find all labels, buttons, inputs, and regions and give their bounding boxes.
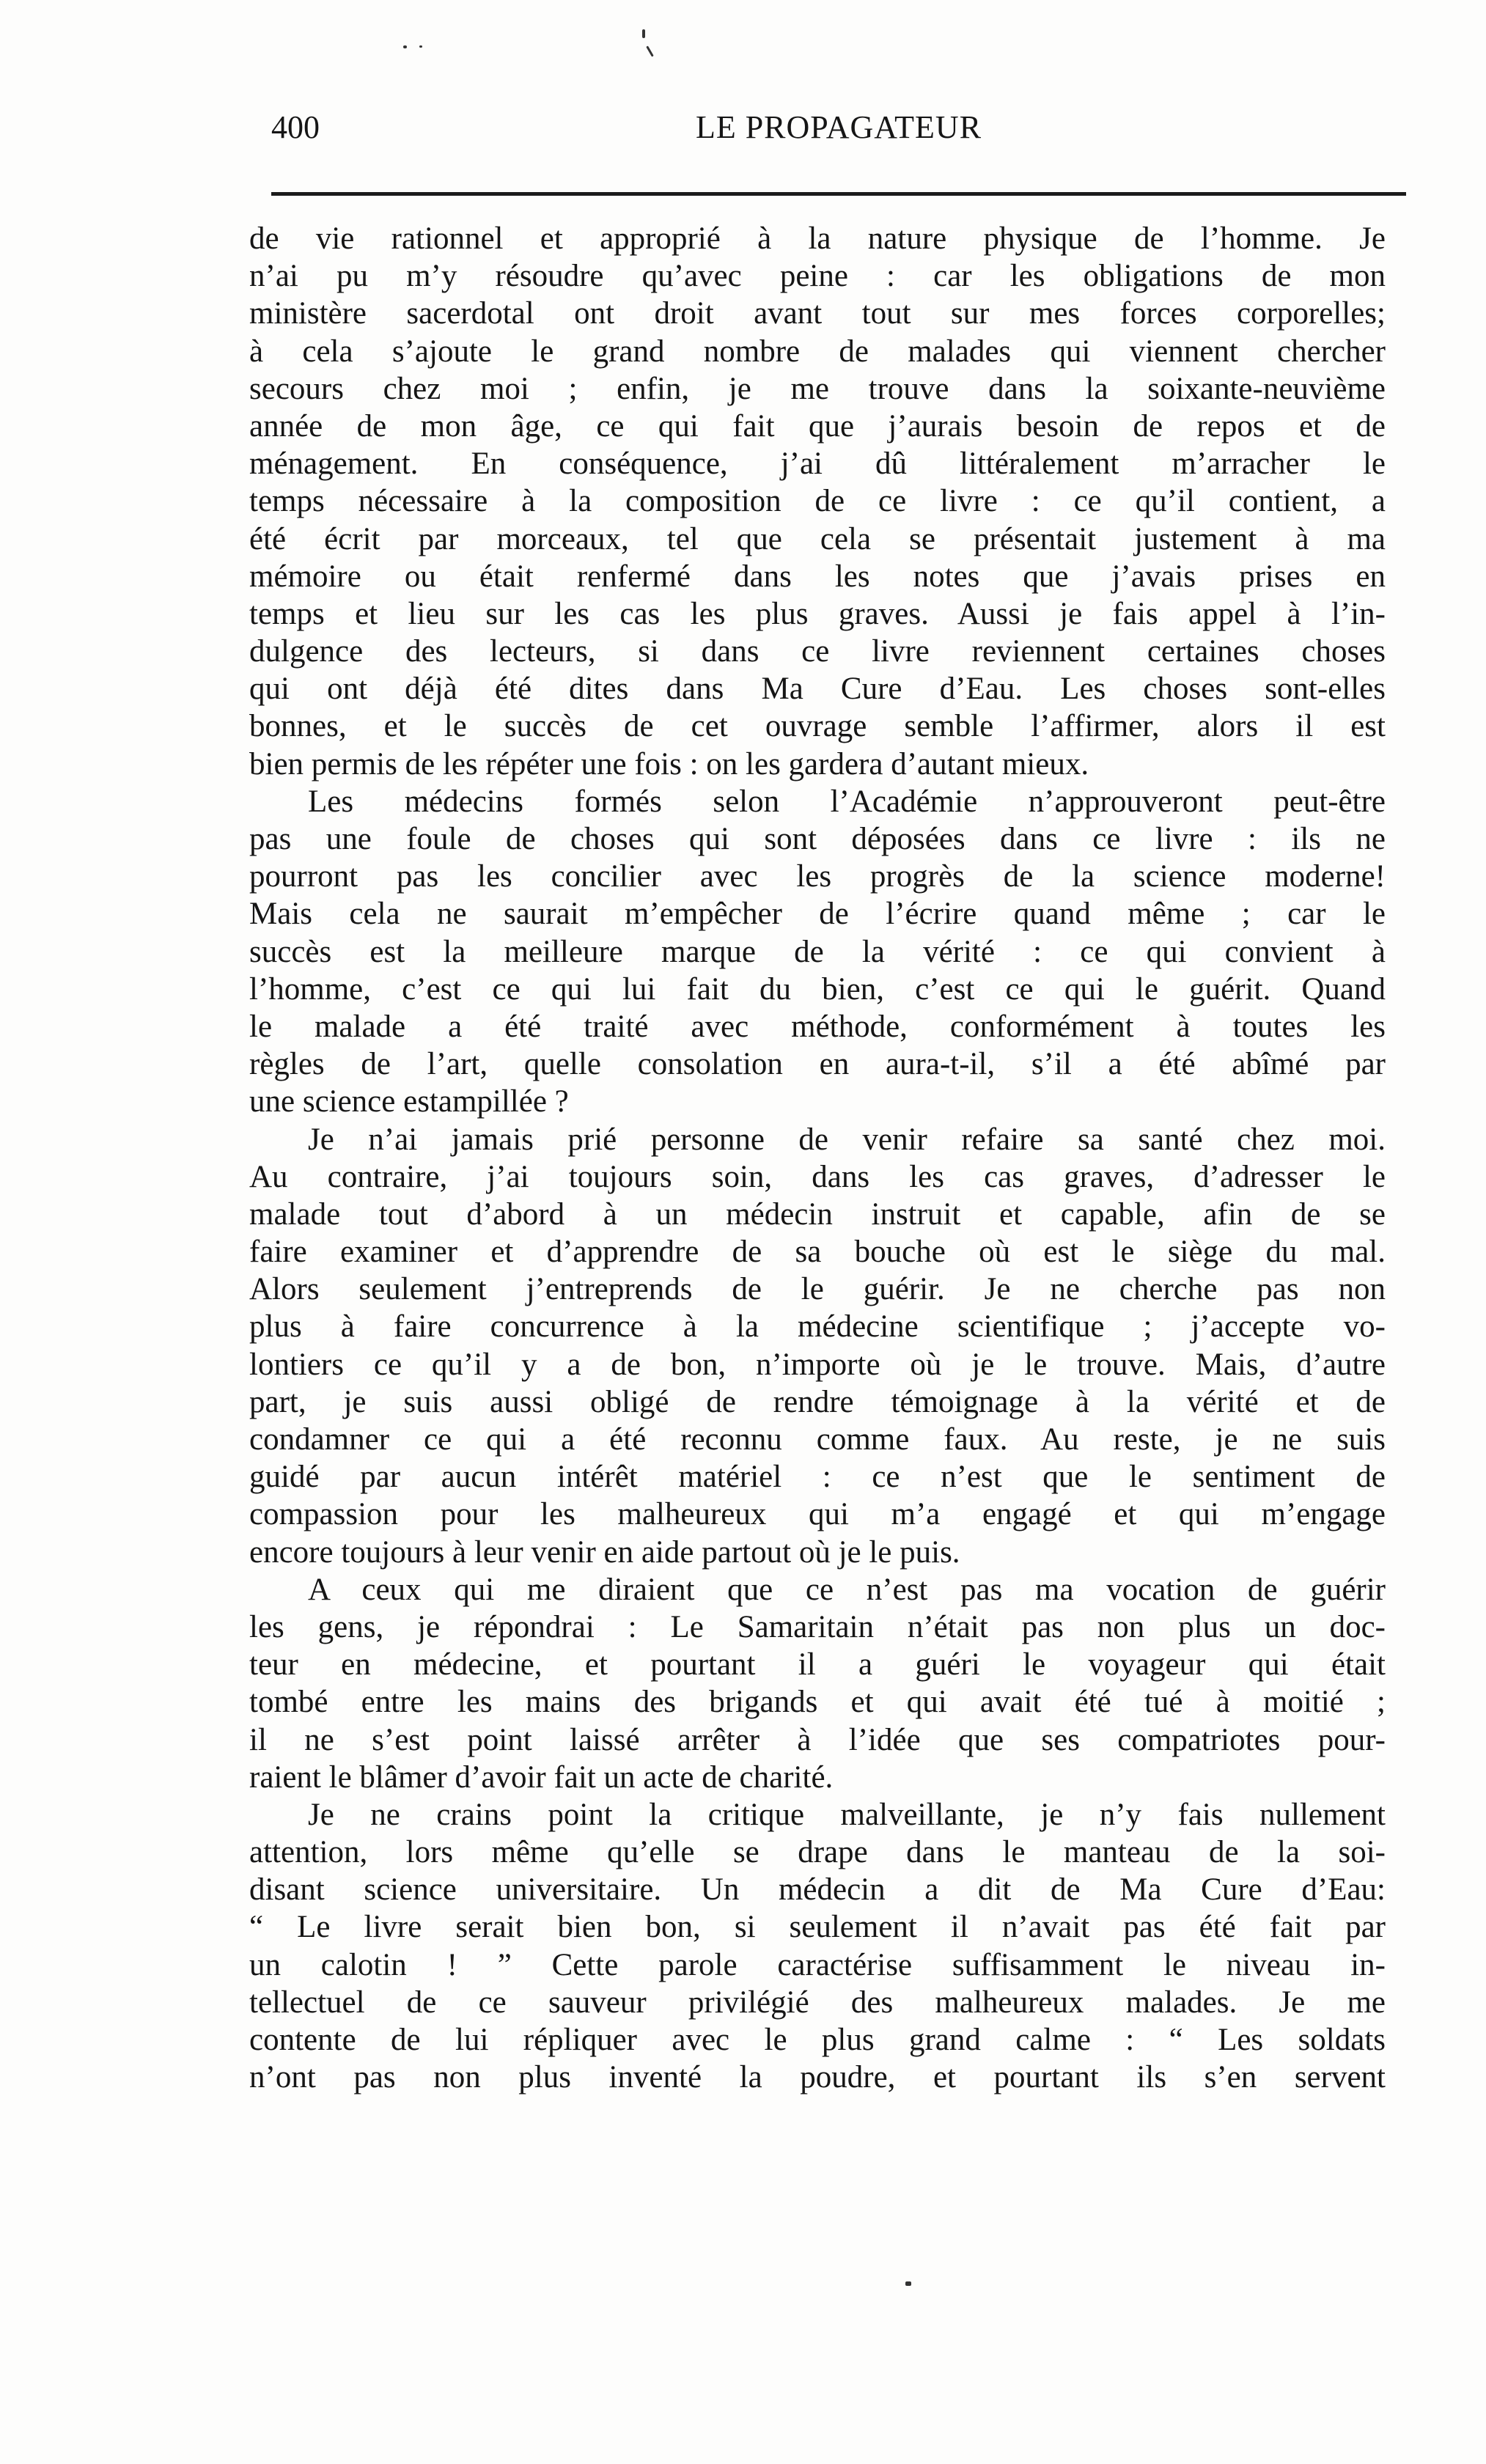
text-line: malade tout d’abord à un médecin instruit et capable, afin de se	[249, 1196, 1386, 1232]
text-line: teur en médecine, et pourtant il a guéri le voyageur qui était	[249, 1647, 1386, 1682]
text-line: compassion pour les malheureux qui m’a engagé et qui m’engage	[249, 1497, 1386, 1532]
body-text	[249, 220, 1386, 2096]
text-line: dulgence des lecteurs, si dans ce livre reviennent certaines choses	[249, 634, 1386, 669]
ink-speck	[419, 45, 422, 48]
text-line: guidé par aucun intérêt matériel : ce n’est que le sentiment de	[249, 1460, 1386, 1495]
text-line: contente de lui répliquer avec le plus grand calme : “ Les soldats	[249, 2023, 1386, 2057]
text-line: raient le blâmer d’avoir fait un acte de charité.	[249, 1759, 834, 1795]
ink-speck	[403, 45, 407, 48]
text-line: Les médecins formés selon l’Académie n’approuveront peut-être	[308, 784, 1386, 819]
text-line: pas une foule de choses qui sont déposées dans ce livre : ils ne	[249, 822, 1386, 856]
text-line: A ceux qui me diraient que ce n’est pas ma vocation de guérir	[308, 1572, 1386, 1607]
text-line: Je ne crains point la critique malveillante, je n’y fais nullement	[308, 1797, 1386, 1832]
text-line: le malade a été traité avec méthode, conformément à toutes les	[249, 1009, 1386, 1044]
ink-speck	[905, 2281, 911, 2286]
text-line: ministère sacerdotal ont droit avant tout sur mes forces corporelles;	[249, 296, 1386, 331]
text-line: part, je suis aussi obligé de rendre témoignage à la vérité et de	[249, 1384, 1386, 1419]
text-line: année de mon âge, ce qui fait que j’aurais besoin de repos et de	[249, 408, 1386, 444]
text-line: Alors seulement j’entreprends de le guérir. Je ne cherche pas non	[249, 1272, 1386, 1307]
text-line: Je n’ai jamais prié personne de venir refaire sa santé chez moi.	[308, 1122, 1386, 1157]
text-line: plus à faire concurrence à la médecine scientifique ; j’accepte vo-	[249, 1309, 1386, 1345]
text-line: condamner ce qui a été reconnu comme faux. Au reste, je ne suis	[249, 1422, 1386, 1457]
text-line: un calotin ! ” Cette parole caractérise suffisamment le niveau in-	[249, 1947, 1386, 1982]
running-title: LE PROPAGATEUR	[695, 109, 982, 145]
text-line: Au contraire, j’ai toujours soin, dans les cas graves, d’adresser le	[249, 1159, 1386, 1194]
text-line: été écrit par morceaux, tel que cela se présentait justement à ma	[249, 521, 1386, 556]
text-line: attention, lors même qu’elle se drape dans le manteau de la soi-	[249, 1835, 1386, 1870]
text-line: secours chez moi ; enfin, je me trouve dans la soixante-neuvième	[249, 371, 1386, 406]
text-line: temps nécessaire à la composition de ce livre : ce qu’il contient, a	[249, 484, 1386, 519]
header-rule	[271, 192, 1406, 196]
ink-speck	[646, 45, 654, 56]
text-line: succès est la meilleure marque de la vérité : ce qui convient à	[249, 934, 1386, 969]
text-line: mémoire ou était renfermé dans les notes que j’avais prises en	[249, 559, 1386, 594]
text-line: bonnes, et le succès de cet ouvrage semble l’affirmer, alors il est	[249, 709, 1386, 744]
text-line: “ Le livre serait bien bon, si seulement il n’avait pas été fait par	[249, 1910, 1386, 1945]
text-line: il ne s’est point laissé arrêter à l’idée que ses compatriotes pour-	[249, 1722, 1386, 1757]
text-line: n’ont pas non plus inventé la poudre, et pourtant ils s’en servent	[249, 2060, 1386, 2095]
text-line: n’ai pu m’y résoudre qu’avec peine : car les obligations de mon	[249, 259, 1386, 294]
text-line: disant science universitaire. Un médecin a dit de Ma Cure d’Eau:	[249, 1872, 1386, 1908]
text-line: l’homme, c’est ce qui lui fait du bien, c’est ce qui le guérit. Quand	[249, 971, 1386, 1007]
text-line: qui ont déjà été dites dans Ma Cure d’Eau. Les choses sont-elles	[249, 672, 1386, 707]
text-line: pourront pas les concilier avec les progrès de la science moderne!	[249, 859, 1386, 894]
text-line: à cela s’ajoute le grand nombre de malades qui viennent chercher	[249, 334, 1386, 369]
text-line: tellectuel de ce sauveur privilégié des malheureux malades. Je me	[249, 1985, 1386, 2020]
page-header	[271, 109, 1406, 152]
ink-speck	[642, 29, 645, 38]
text-line: ménagement. En conséquence, j’ai dû littéralement m’arracher le	[249, 446, 1386, 482]
page-number: 400	[271, 109, 320, 145]
text-line: une science estampillée ?	[249, 1084, 569, 1119]
text-line: les gens, je répondrai : Le Samaritain n’était pas non plus un doc-	[249, 1609, 1386, 1644]
text-line: Mais cela ne saurait m’empêcher de l’écrire quand même ; car le	[249, 897, 1386, 932]
text-line: faire examiner et d’apprendre de sa bouche où est le siège du mal.	[249, 1235, 1386, 1270]
text-line: bien permis de les répéter une fois : on les gardera d’autant mieux.	[249, 746, 1089, 782]
text-line: lontiers ce qu’il y a de bon, n’importe où je le trouve. Mais, d’autre	[249, 1347, 1386, 1382]
text-line: règles de l’art, quelle consolation en aura-t-il, s’il a été abîmé par	[249, 1047, 1386, 1082]
text-line: de vie rationnel et approprié à la nature physique de l’homme. Je	[249, 221, 1386, 256]
text-line: tombé entre les mains des brigands et qui avait été tué à moitié ;	[249, 1685, 1386, 1720]
text-line: encore toujours à leur venir en aide partout où je le puis.	[249, 1534, 960, 1570]
text-line: temps et lieu sur les cas les plus graves. Aussi je fais appel à l’in-	[249, 596, 1386, 631]
